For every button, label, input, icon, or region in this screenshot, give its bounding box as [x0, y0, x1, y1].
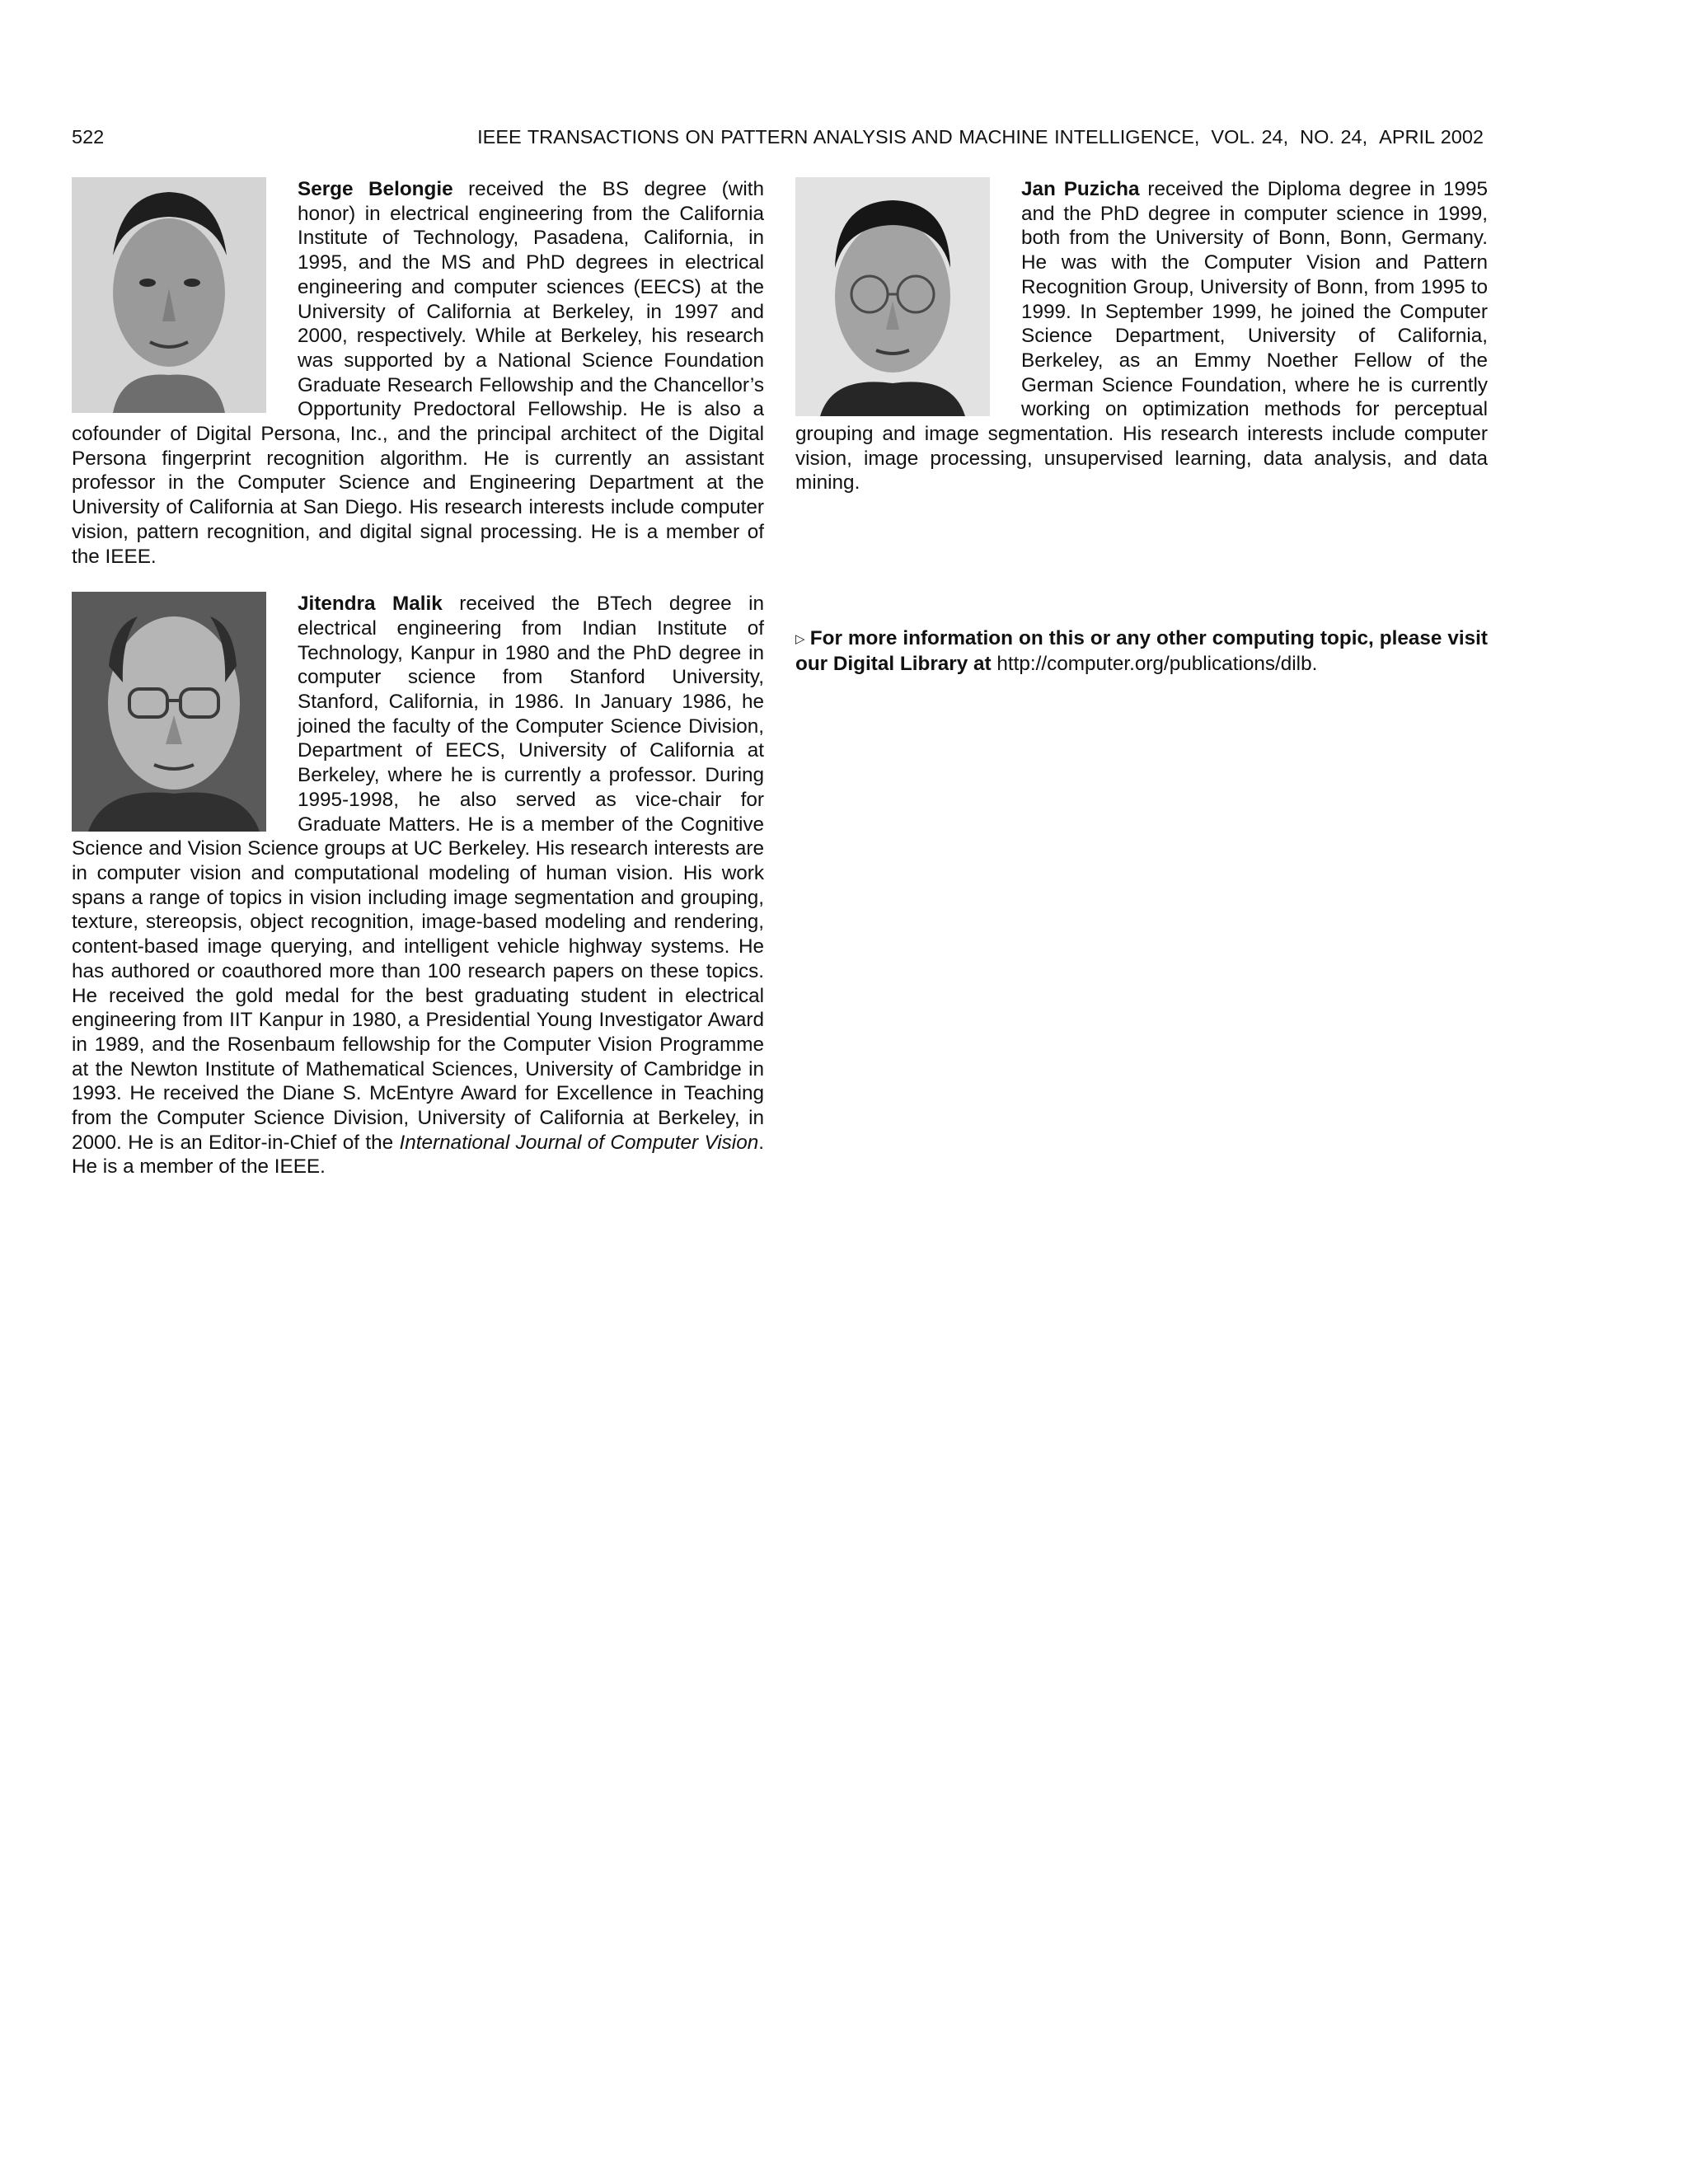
right-column	[795, 177, 1488, 495]
author-photo-malik	[72, 592, 266, 832]
left-column	[72, 177, 764, 1179]
bio-belongie	[72, 177, 764, 569]
author-name: Serge Belongie	[298, 178, 453, 200]
author-name: Jitendra Malik	[298, 593, 443, 616]
journal-date: APRIL 2002	[1379, 126, 1484, 148]
digital-library-note	[795, 626, 1488, 676]
author-name: Jan Puzicha	[1021, 178, 1140, 200]
journal-volume: VOL. 24,	[1211, 126, 1289, 148]
journal-italic: International Journal of Computer Vision	[399, 1131, 759, 1154]
bio-puzicha	[795, 177, 1488, 495]
note-bold-text: For more information on this or any other computing topic, please visit our Digital Library at	[795, 627, 1488, 675]
bio-text: received the Diploma degree in 1995 and the PhD degree in computer science in 1999, both from the University of Bonn, Bonn, Germany. He was with the Computer Vision and Pattern Recognition Group, University of Bonn, from 1995 to 1999. In September 1999, he joined the Computer Science Department, University of California, Berkeley, as an Emmy Noether Fellow of the German Science Foundation, where he is currently working on optimization methods for perceptual grouping and image segmentation. His research interests include computer vision, image processing, unsupervised learning, data analysis, and data mining.	[795, 178, 1488, 494]
author-photo-puzicha	[795, 177, 990, 416]
triangle-marker-icon: ▷	[795, 632, 805, 646]
journal-title	[477, 123, 1484, 151]
author-photo-belongie	[72, 177, 266, 413]
bio-text: received the BTech degree in electrical engineering from Indian Institute of Technology, Kanpur in 1980 and the PhD degree in computer science from Stanford University, Stanford, California, in 1986. In January 1986, he joined the faculty of the Computer Science Division, Department of EECS, University of California at Berkeley, where he is currently a professor. During 1995-1998, he also served as vice-chair for Graduate Matters. He is a member of the Cognitive Science and Vision Science groups at UC Berkeley. His research interests are in computer vision and computational modeling of human vision. His work spans a range of topics in vision including image segmentation and grouping, texture, stereopsis, object recognition, image-based modeling and rendering, content-based image querying, and intelligent vehicle highway systems. He has authored or coauthored more than 100 research papers on these topics. He received the gold medal for the best graduating student in electrical engineering from IIT Kanpur in 1980, a Presidential Young Investigator Award in 1989, and the Rosenbaum fellowship for the Computer Vision Programme at the Newton Institute of Mathematical Sciences, University of Cambridge in 1993. He received the Diane S. McEntyre Award for Excellence in Teaching from the Computer Science Division, University of California at Berkeley, in 2000. He is an Editor-in-Chief of the	[72, 593, 764, 1154]
digital-library-link[interactable]: http://computer.org/publications/dilb.	[991, 652, 1318, 675]
bio-text: received the BS degree (with honor) in electrical engineering from the California Institute of Technology, Pasadena, California, in 1995, and the MS and PhD degrees in electrical engineering and computer sciences (EECS) at the University of California at Berkeley, in 1997 and 2000, respectively. While at Berkeley, his research was supported by a National Science Foundation Graduate Research Fellowship and the Chancellor’s Opportunity Predoctoral Fellowship. He is also a cofounder of Digital Persona, Inc., and the principal architect of the Digital Persona fingerprint recognition algorithm. He is currently an assistant professor in the Computer Science and Engineering Department at the University of California at San Diego. His research interests include computer vision, pattern recognition, and digital signal processing. He is a member of the IEEE.	[72, 178, 764, 568]
bio-text-end: . He is a member of the IEEE.	[72, 1131, 764, 1179]
journal-number: NO. 24,	[1300, 126, 1368, 148]
journal-name: IEEE TRANSACTIONS ON PATTERN ANALYSIS AND MACHINE INTELLIGENCE,	[477, 126, 1200, 148]
page-number: 522	[72, 126, 105, 148]
running-header	[72, 123, 1484, 151]
bio-malik	[72, 592, 764, 1179]
